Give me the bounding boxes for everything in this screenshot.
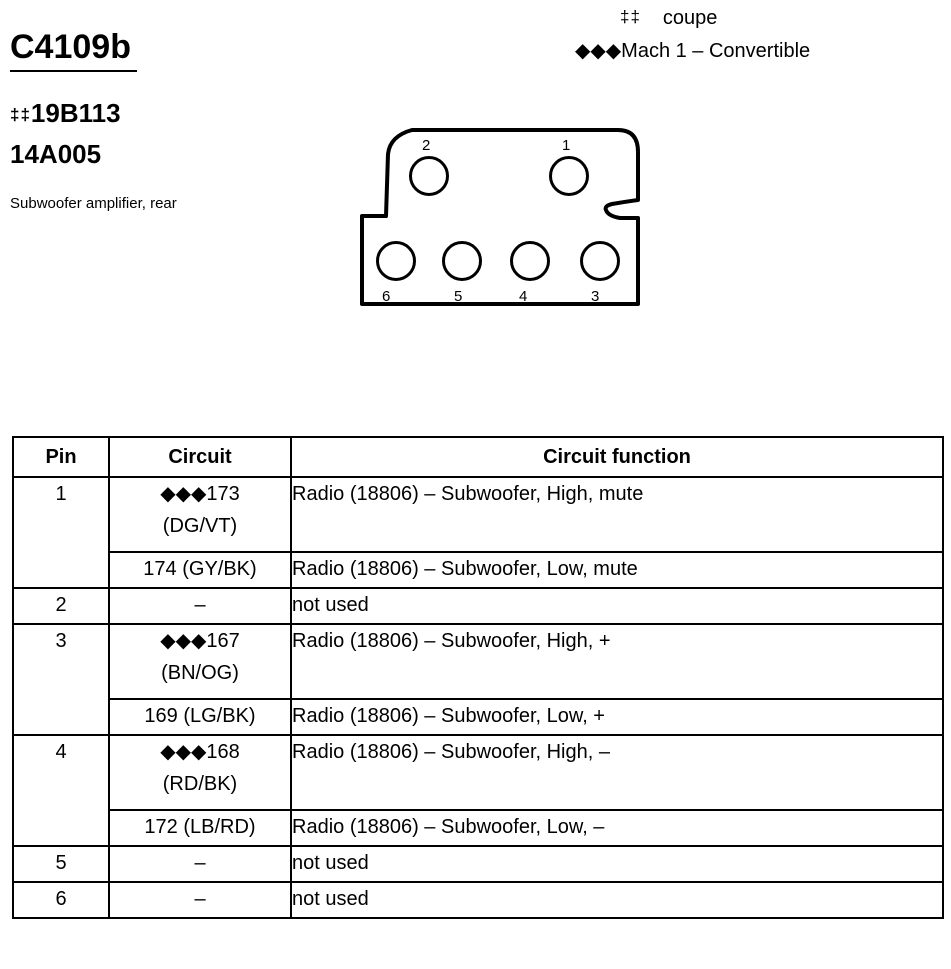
function-cell: not used: [291, 846, 943, 882]
legend-item-coupe: [620, 7, 717, 30]
table-header-row: [13, 437, 943, 477]
title-underline: [10, 70, 137, 72]
circuit-color: (DG/VT): [162, 515, 238, 537]
part-number-1: 19B113: [30, 98, 121, 128]
pin-1-socket: [551, 158, 588, 195]
pin-cell: 2: [13, 588, 109, 624]
legend-label-mach1: Mach 1 – Convertible: [621, 40, 811, 62]
pin-cell: 1: [13, 477, 109, 588]
circuit-cell: –: [109, 882, 291, 918]
header-circuit: Circuit: [109, 437, 291, 477]
legend-label-coupe: coupe: [662, 7, 718, 29]
pin-2-socket: [411, 158, 448, 195]
table-row: [13, 810, 943, 846]
table-row: [13, 699, 943, 735]
function-cell: Radio (18806) – Subwoofer, High, +: [291, 624, 943, 699]
part-number-2: 14A005: [10, 139, 102, 169]
circuit-cell: 172 (LB/RD): [109, 810, 291, 846]
connector-description: Subwoofer amplifier, rear: [10, 195, 177, 212]
circuit-line: ◆◆◆168: [160, 741, 240, 763]
diamond-symbol-icon: ◆◆◆: [575, 40, 622, 62]
header-pin: Pin: [13, 437, 109, 477]
pin-5-socket: [444, 243, 481, 280]
function-cell: Radio (18806) – Subwoofer, Low, –: [291, 810, 943, 846]
table-row: [13, 882, 943, 918]
table-row: [13, 846, 943, 882]
pin-6-socket: [378, 243, 415, 280]
connector-face-diagram: [350, 120, 650, 310]
circuit-cell: [109, 624, 291, 699]
pin-3-socket: [582, 243, 619, 280]
table-row: [13, 552, 943, 588]
legend-item-mach1: [575, 38, 810, 63]
circuit-cell: [109, 735, 291, 810]
pin-cell: 5: [13, 846, 109, 882]
table-row: [13, 588, 943, 624]
header-function: Circuit function: [291, 437, 943, 477]
pin-label-5: 5: [454, 288, 463, 305]
circuit-cell: –: [109, 588, 291, 624]
circuit-color: (BN/OG): [161, 662, 239, 684]
circuit-line: ◆◆◆167: [160, 630, 240, 652]
table-row: [13, 477, 943, 552]
pin-cell: 6: [13, 882, 109, 918]
circuit-cell: 174 (GY/BK): [109, 552, 291, 588]
coupe-symbol-icon: ‡‡: [620, 7, 641, 26]
circuit-cell: –: [109, 846, 291, 882]
pin-table: [12, 436, 944, 919]
pin-label-2: 2: [422, 137, 431, 154]
connector-id: C4109b: [10, 28, 131, 66]
function-cell: Radio (18806) – Subwoofer, High, –: [291, 735, 943, 810]
function-cell: not used: [291, 588, 943, 624]
function-cell: Radio (18806) – Subwoofer, Low, +: [291, 699, 943, 735]
pin-label-4: 4: [519, 288, 528, 305]
circuit-color: (RD/BK): [162, 773, 238, 795]
table-row: [13, 735, 943, 810]
pin-4-socket: [512, 243, 549, 280]
part-number-primary: [10, 98, 121, 129]
function-cell: Radio (18806) – Subwoofer, High, mute: [291, 477, 943, 552]
circuit-cell: [109, 477, 291, 552]
pin-label-1: 1: [562, 137, 571, 154]
table-row: [13, 624, 943, 699]
coupe-symbol-icon: ‡‡: [10, 105, 31, 124]
function-cell: not used: [291, 882, 943, 918]
function-cell: Radio (18806) – Subwoofer, Low, mute: [291, 552, 943, 588]
circuit-cell: 169 (LG/BK): [109, 699, 291, 735]
circuit-line: ◆◆◆173: [160, 483, 240, 505]
pin-cell: 3: [13, 624, 109, 735]
pin-label-3: 3: [591, 288, 600, 305]
pin-cell: 4: [13, 735, 109, 846]
pin-label-6: 6: [382, 288, 391, 305]
